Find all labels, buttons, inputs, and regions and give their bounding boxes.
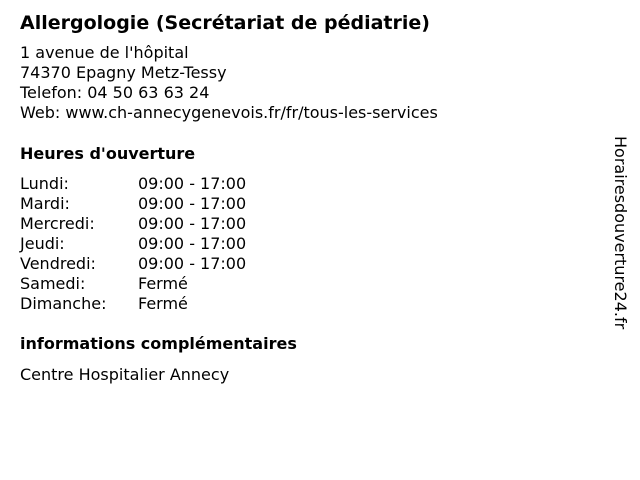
hours-row-sunday: [20, 294, 246, 314]
additional-info-heading: informations complémentaires: [20, 334, 297, 353]
day-label: Mardi:: [20, 194, 70, 213]
site-watermark: Horairesdouverture24.fr: [611, 136, 630, 330]
hours-row-tuesday: [20, 194, 246, 214]
hours-row-wednesday: [20, 214, 246, 234]
hours-value: 09:00 - 17:00: [138, 194, 247, 213]
day-label: Samedi:: [20, 274, 86, 293]
hours-value: 09:00 - 17:00: [138, 214, 247, 233]
phone-number: Telefon: 04 50 63 63 24: [20, 83, 210, 102]
hours-row-thursday: [20, 234, 246, 254]
opening-hours-heading: Heures d'ouverture: [20, 144, 196, 163]
hours-value: 09:00 - 17:00: [138, 234, 247, 253]
hours-row-monday: [20, 174, 246, 194]
hours-row-friday: [20, 254, 246, 274]
additional-info-text: Centre Hospitalier Annecy: [20, 365, 230, 384]
hours-value: 09:00 - 17:00: [138, 174, 247, 193]
day-label: Vendredi:: [20, 254, 96, 273]
day-label: Mercredi:: [20, 214, 95, 233]
website-link: Web: www.ch-annecygenevois.fr/fr/tous-les-services: [20, 103, 438, 122]
page-title: Allergologie (Secrétariat de pédiatrie): [20, 12, 430, 34]
address-street: 1 avenue de l'hôpital: [20, 43, 189, 62]
day-label: Lundi:: [20, 174, 69, 193]
hours-value: 09:00 - 17:00: [138, 254, 247, 273]
day-label: Jeudi:: [20, 234, 65, 253]
hours-value: Fermé: [138, 274, 188, 293]
hours-row-saturday: [20, 274, 246, 294]
address-block: [20, 43, 438, 123]
address-city: 74370 Epagny Metz-Tessy: [20, 63, 227, 82]
day-label: Dimanche:: [20, 294, 107, 313]
hours-value: Fermé: [138, 294, 188, 313]
opening-hours-table: [20, 174, 246, 314]
